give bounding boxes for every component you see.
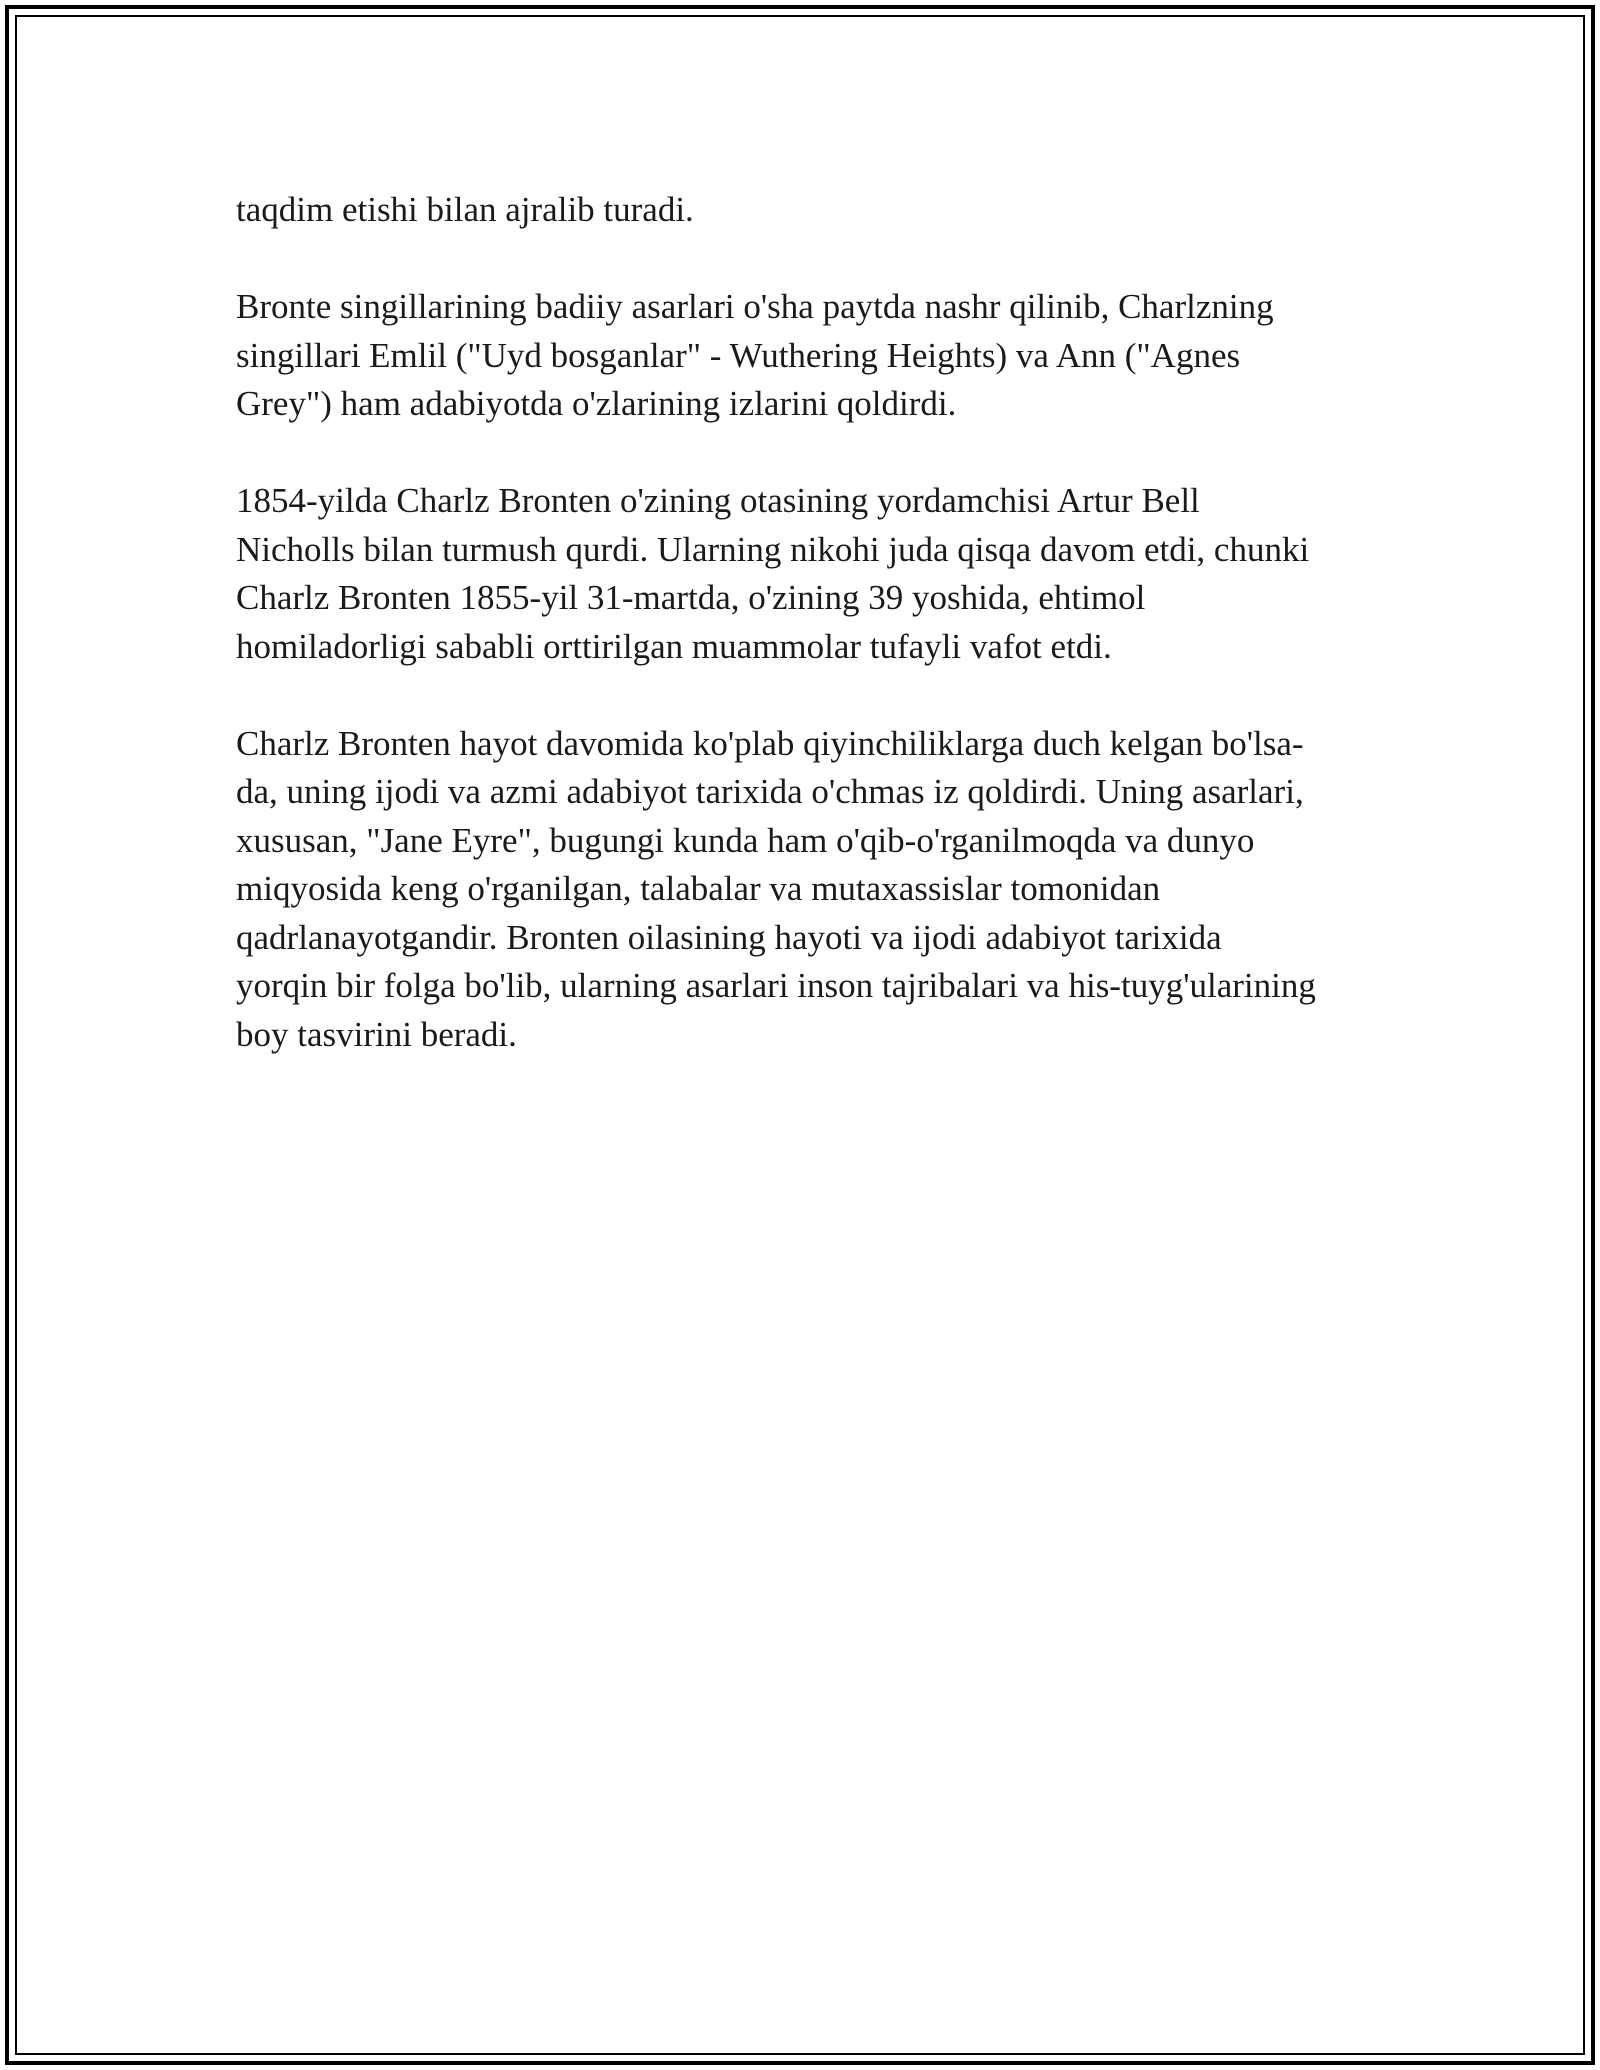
- paragraph-2: Bronte singillarining badiiy asarlari o'sha paytda nashr qilinib, Charlzning singillari Emlil ("Uyd bosganlar" - Wuthering Heights) va Ann ("Agnes Grey") ham adabiyotda o'zlarining izlarini qoldirdi.: [236, 287, 1274, 423]
- paragraph-4: Charlz Bronten hayot davomida ko'plab qiyinchiliklarga duch kelgan bo'lsa- da, uning ijodi va azmi adabiyot tarixida o'chmas iz qoldirdi. Uning asarlari, xususan, "Jane Eyre", bugungi kunda ham o'qib-o'rganilmoqda va dunyo miqyosida keng o'rganilgan, talabalar va mutaxassislar tomonidan qadrlanayotgandir. Bronten oilasining hayoti va ijodi adabiyot tarixida yorqin bir folga bo'lib, ularning asarlari inson tajribalari va his-tuyg'ularining boy tasvirini beradi.: [236, 723, 1316, 1054]
- paragraph-1: taqdim etishi bilan ajralib turadi.: [236, 190, 694, 229]
- document-body: [236, 186, 1376, 1108]
- paragraph-3: 1854-yilda Charlz Bronten o'zining otasining yordamchisi Artur Bell Nicholls bilan turmush qurdi. Ularning nikohi juda qisqa davom etdi, chunki Charlz Bronten 1855-yil 31-martda, o'zining 39 yoshida, ehtimol homiladorligi sababli orttirilgan muammolar tufayli vafot etdi.: [236, 481, 1310, 666]
